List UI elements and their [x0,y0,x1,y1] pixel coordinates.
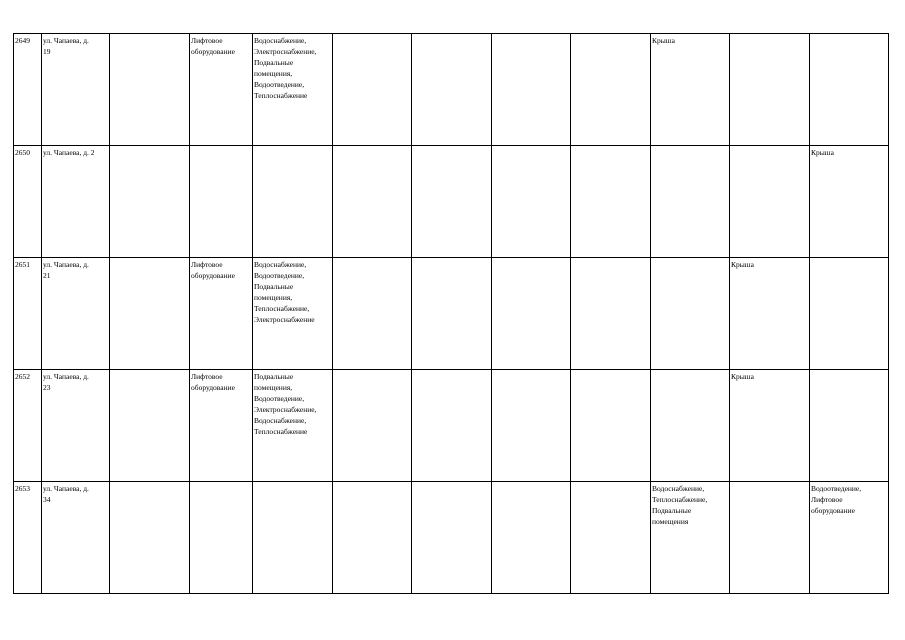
table-row [14,482,889,594]
cell-text-line: ул. Чапаева, д. [43,372,89,381]
cell-text-line: Крыша [731,260,754,269]
column-10-cell [730,258,810,370]
column-11-cell [810,146,889,258]
column-10-cell [730,482,810,594]
cell-text-line: оборудование [191,47,235,56]
column-11-cell [810,258,889,370]
cell-text-line: Подвальные [254,58,294,67]
row-number-cell [14,370,42,482]
table-row [14,34,889,146]
column-3-cell [190,146,253,258]
column-2-cell [110,482,190,594]
column-11-cell [810,482,889,594]
address-cell [42,258,110,370]
cell-text-line: Крыша [731,372,754,381]
row-number-cell [14,34,42,146]
cell-text-line: 34 [43,495,51,504]
cell-text-line: оборудование [811,506,855,515]
cell-text-line: Лифтовое [191,260,223,269]
table-row [14,146,889,258]
cell-text-line: Теплоснабжение [254,91,308,100]
cell-text-line: Крыша [811,148,834,157]
cell-text-line: помещения, [254,293,293,302]
table-row [14,258,889,370]
column-6-cell [412,370,492,482]
row-number-cell [14,258,42,370]
cell-text-line: ул. Чапаева, д. [43,484,89,493]
column-4-cell [253,370,333,482]
cell-text-line: Водоотведение, [254,271,305,280]
cell-text-line: ул. Чапаева, д. [43,260,89,269]
cell-text-line: Водоснабжение, [652,484,705,493]
column-2-cell [110,146,190,258]
column-6-cell [412,34,492,146]
column-6-cell [412,258,492,370]
cell-text-line: Электроснабжение, [254,405,317,414]
cell-text-line: Теплоснабжение [254,427,308,436]
address-cell [42,146,110,258]
column-5-cell [333,146,412,258]
cell-text-line: Водоотведение, [811,484,862,493]
cell-text-line: 2652 [15,372,30,381]
cell-text-line: Водоснабжение, [254,416,307,425]
column-4-cell [253,34,333,146]
cell-text-line: оборудование [191,383,235,392]
cell-text-line: помещения [652,517,689,526]
cell-text-line: Электроснабжение, [254,47,317,56]
column-5-cell [333,370,412,482]
column-2-cell [110,34,190,146]
column-2-cell [110,258,190,370]
column-3-cell [190,370,253,482]
column-5-cell [333,482,412,594]
column-11-cell [810,34,889,146]
cell-text-line: Крыша [652,36,675,45]
cell-text-line: ул. Чапаева, д. [43,36,89,45]
column-6-cell [412,482,492,594]
cell-text-line: Теплоснабжение, [652,495,708,504]
cell-text-line: 19 [43,47,51,56]
cell-text-line: помещения, [254,383,293,392]
column-4-cell [253,482,333,594]
column-3-cell [190,258,253,370]
cell-text-line: Водоснабжение, [254,36,307,45]
column-8-cell [571,258,651,370]
cell-text-line: 23 [43,383,51,392]
cell-text-line: Лифтовое [191,36,223,45]
column-7-cell [492,370,571,482]
column-10-cell [730,370,810,482]
address-cell [42,370,110,482]
column-8-cell [571,34,651,146]
column-9-cell [651,146,730,258]
column-9-cell [651,34,730,146]
column-9-cell [651,258,730,370]
table-body [14,34,889,594]
address-cell [42,482,110,594]
cell-text-line: Подвальные [254,372,294,381]
cell-text-line: Водоснабжение, [254,260,307,269]
cell-text-line: 2653 [15,484,30,493]
cell-text-line: Водоотведение, [254,394,305,403]
column-7-cell [492,146,571,258]
row-number-cell [14,482,42,594]
cell-text-line: Лифтовое [191,372,223,381]
address-cell [42,34,110,146]
column-2-cell [110,370,190,482]
cell-text-line: помещения, [254,69,293,78]
cell-text-line: Электроснабжение [254,315,315,324]
cell-text-line: 2650 [15,148,30,157]
column-7-cell [492,258,571,370]
cell-text-line: Водоотведение, [254,80,305,89]
column-8-cell [571,146,651,258]
column-11-cell [810,370,889,482]
cell-text-line: оборудование [191,271,235,280]
column-3-cell [190,34,253,146]
cell-text-line: Теплоснабжение, [254,304,310,313]
column-8-cell [571,370,651,482]
row-number-cell [14,146,42,258]
table-row [14,370,889,482]
column-6-cell [412,146,492,258]
cell-text-line: Подвальные [652,506,692,515]
cell-text-line: 2649 [15,36,30,45]
cell-text-line: ул. Чапаева, д. 2 [43,148,95,157]
column-10-cell [730,146,810,258]
column-7-cell [492,34,571,146]
column-8-cell [571,482,651,594]
cell-text-line: Лифтовое [811,495,843,504]
column-4-cell [253,146,333,258]
column-7-cell [492,482,571,594]
cell-text-line: Подвальные [254,282,294,291]
column-4-cell [253,258,333,370]
cell-text-line: 2651 [15,260,30,269]
column-9-cell [651,482,730,594]
column-3-cell [190,482,253,594]
column-9-cell [651,370,730,482]
column-5-cell [333,34,412,146]
column-10-cell [730,34,810,146]
cell-text-line: 21 [43,271,51,280]
column-5-cell [333,258,412,370]
repair-schedule-table [13,33,889,594]
